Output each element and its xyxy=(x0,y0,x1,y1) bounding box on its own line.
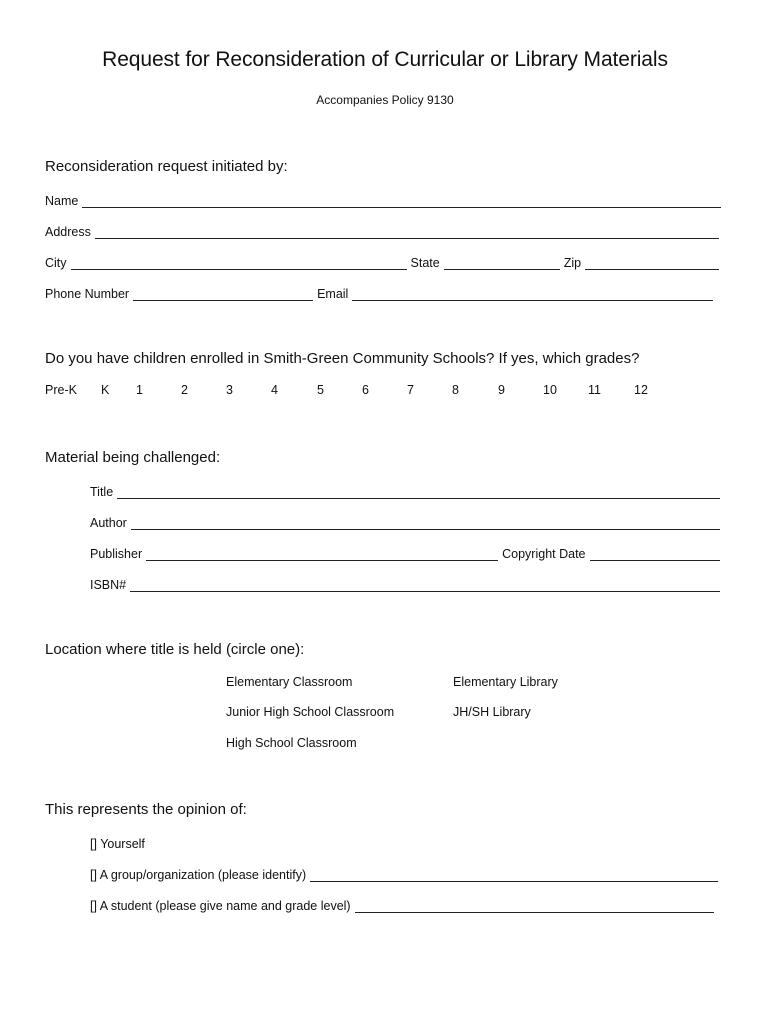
name-field[interactable] xyxy=(82,195,721,208)
children-question: Do you have children enrolled in Smith-Green Community Schools? If yes, which grades? xyxy=(45,350,640,367)
name-row xyxy=(45,190,725,208)
address-label: Address xyxy=(45,225,91,239)
requester-heading: Reconsideration request initiated by: xyxy=(45,158,288,175)
zip-field[interactable] xyxy=(585,257,719,270)
grade-option[interactable]: 3 xyxy=(226,383,233,397)
publisher-row xyxy=(90,543,724,561)
opinion-yourself-label: [] Yourself xyxy=(90,837,145,851)
group-identify-field[interactable] xyxy=(310,869,718,882)
publisher-field[interactable] xyxy=(146,548,498,561)
isbn-field[interactable] xyxy=(130,579,720,592)
author-label: Author xyxy=(90,516,127,530)
author-field[interactable] xyxy=(131,517,720,530)
isbn-row xyxy=(90,574,724,592)
phone-label: Phone Number xyxy=(45,287,130,301)
grade-option[interactable]: 12 xyxy=(634,383,648,397)
author-row xyxy=(90,512,724,530)
isbn-label: ISBN# xyxy=(90,578,127,592)
opinion-group-row xyxy=(90,864,722,882)
state-label: State xyxy=(410,256,440,270)
phone-field[interactable] xyxy=(133,288,313,301)
opinion-heading: This represents the opinion of: xyxy=(45,801,247,818)
city-field[interactable] xyxy=(71,257,407,270)
email-field[interactable] xyxy=(352,288,713,301)
grade-option[interactable]: K xyxy=(101,383,110,397)
opinion-student-label[interactable]: [] A student (please give name and grade level) xyxy=(90,899,351,913)
grade-option[interactable]: Pre-K xyxy=(45,383,77,397)
city-state-zip-row xyxy=(45,252,723,270)
location-option-elementary-classroom[interactable]: Elementary Classroom xyxy=(226,675,353,689)
location-option-junior-high-classroom[interactable]: Junior High School Classroom xyxy=(226,705,395,719)
address-row xyxy=(45,221,723,239)
grade-option[interactable]: 8 xyxy=(452,383,459,397)
email-label: Email xyxy=(317,287,349,301)
grade-option[interactable]: 2 xyxy=(181,383,188,397)
name-label: Name xyxy=(45,194,79,208)
state-field[interactable] xyxy=(444,257,560,270)
location-option-high-school-classroom[interactable]: High School Classroom xyxy=(226,736,357,750)
location-heading: Location where title is held (circle one): xyxy=(45,641,305,658)
grade-option[interactable]: 5 xyxy=(317,383,324,397)
location-option-jh-sh-library[interactable]: JH/SH Library xyxy=(453,705,531,719)
copyright-field[interactable] xyxy=(590,548,721,561)
form-title: Request for Reconsideration of Curricular or Library Materials xyxy=(102,48,668,71)
opinion-group-label[interactable]: [] A group/organization (please identify) xyxy=(90,868,307,882)
city-label: City xyxy=(45,256,67,270)
title-label: Title xyxy=(90,485,114,499)
title-field[interactable] xyxy=(117,486,720,499)
opinion-yourself-row[interactable] xyxy=(90,833,145,851)
location-option-elementary-library[interactable]: Elementary Library xyxy=(453,675,558,689)
address-field[interactable] xyxy=(95,226,719,239)
copyright-label: Copyright Date xyxy=(502,547,586,561)
publisher-label: Publisher xyxy=(90,547,143,561)
student-name-grade-field[interactable] xyxy=(355,900,714,913)
grade-option[interactable]: 6 xyxy=(362,383,369,397)
grade-option[interactable]: 7 xyxy=(407,383,414,397)
zip-label: Zip xyxy=(563,256,582,270)
title-row xyxy=(90,481,724,499)
material-heading: Material being challenged: xyxy=(45,449,221,466)
grade-option[interactable]: 11 xyxy=(588,383,601,397)
grade-option[interactable]: 1 xyxy=(136,383,143,397)
policy-subtitle: Accompanies Policy 9130 xyxy=(316,93,454,107)
opinion-student-row xyxy=(90,895,718,913)
grade-option[interactable]: 10 xyxy=(543,383,557,397)
phone-email-row xyxy=(45,283,717,301)
grade-option[interactable]: 9 xyxy=(498,383,505,397)
grade-option[interactable]: 4 xyxy=(271,383,278,397)
